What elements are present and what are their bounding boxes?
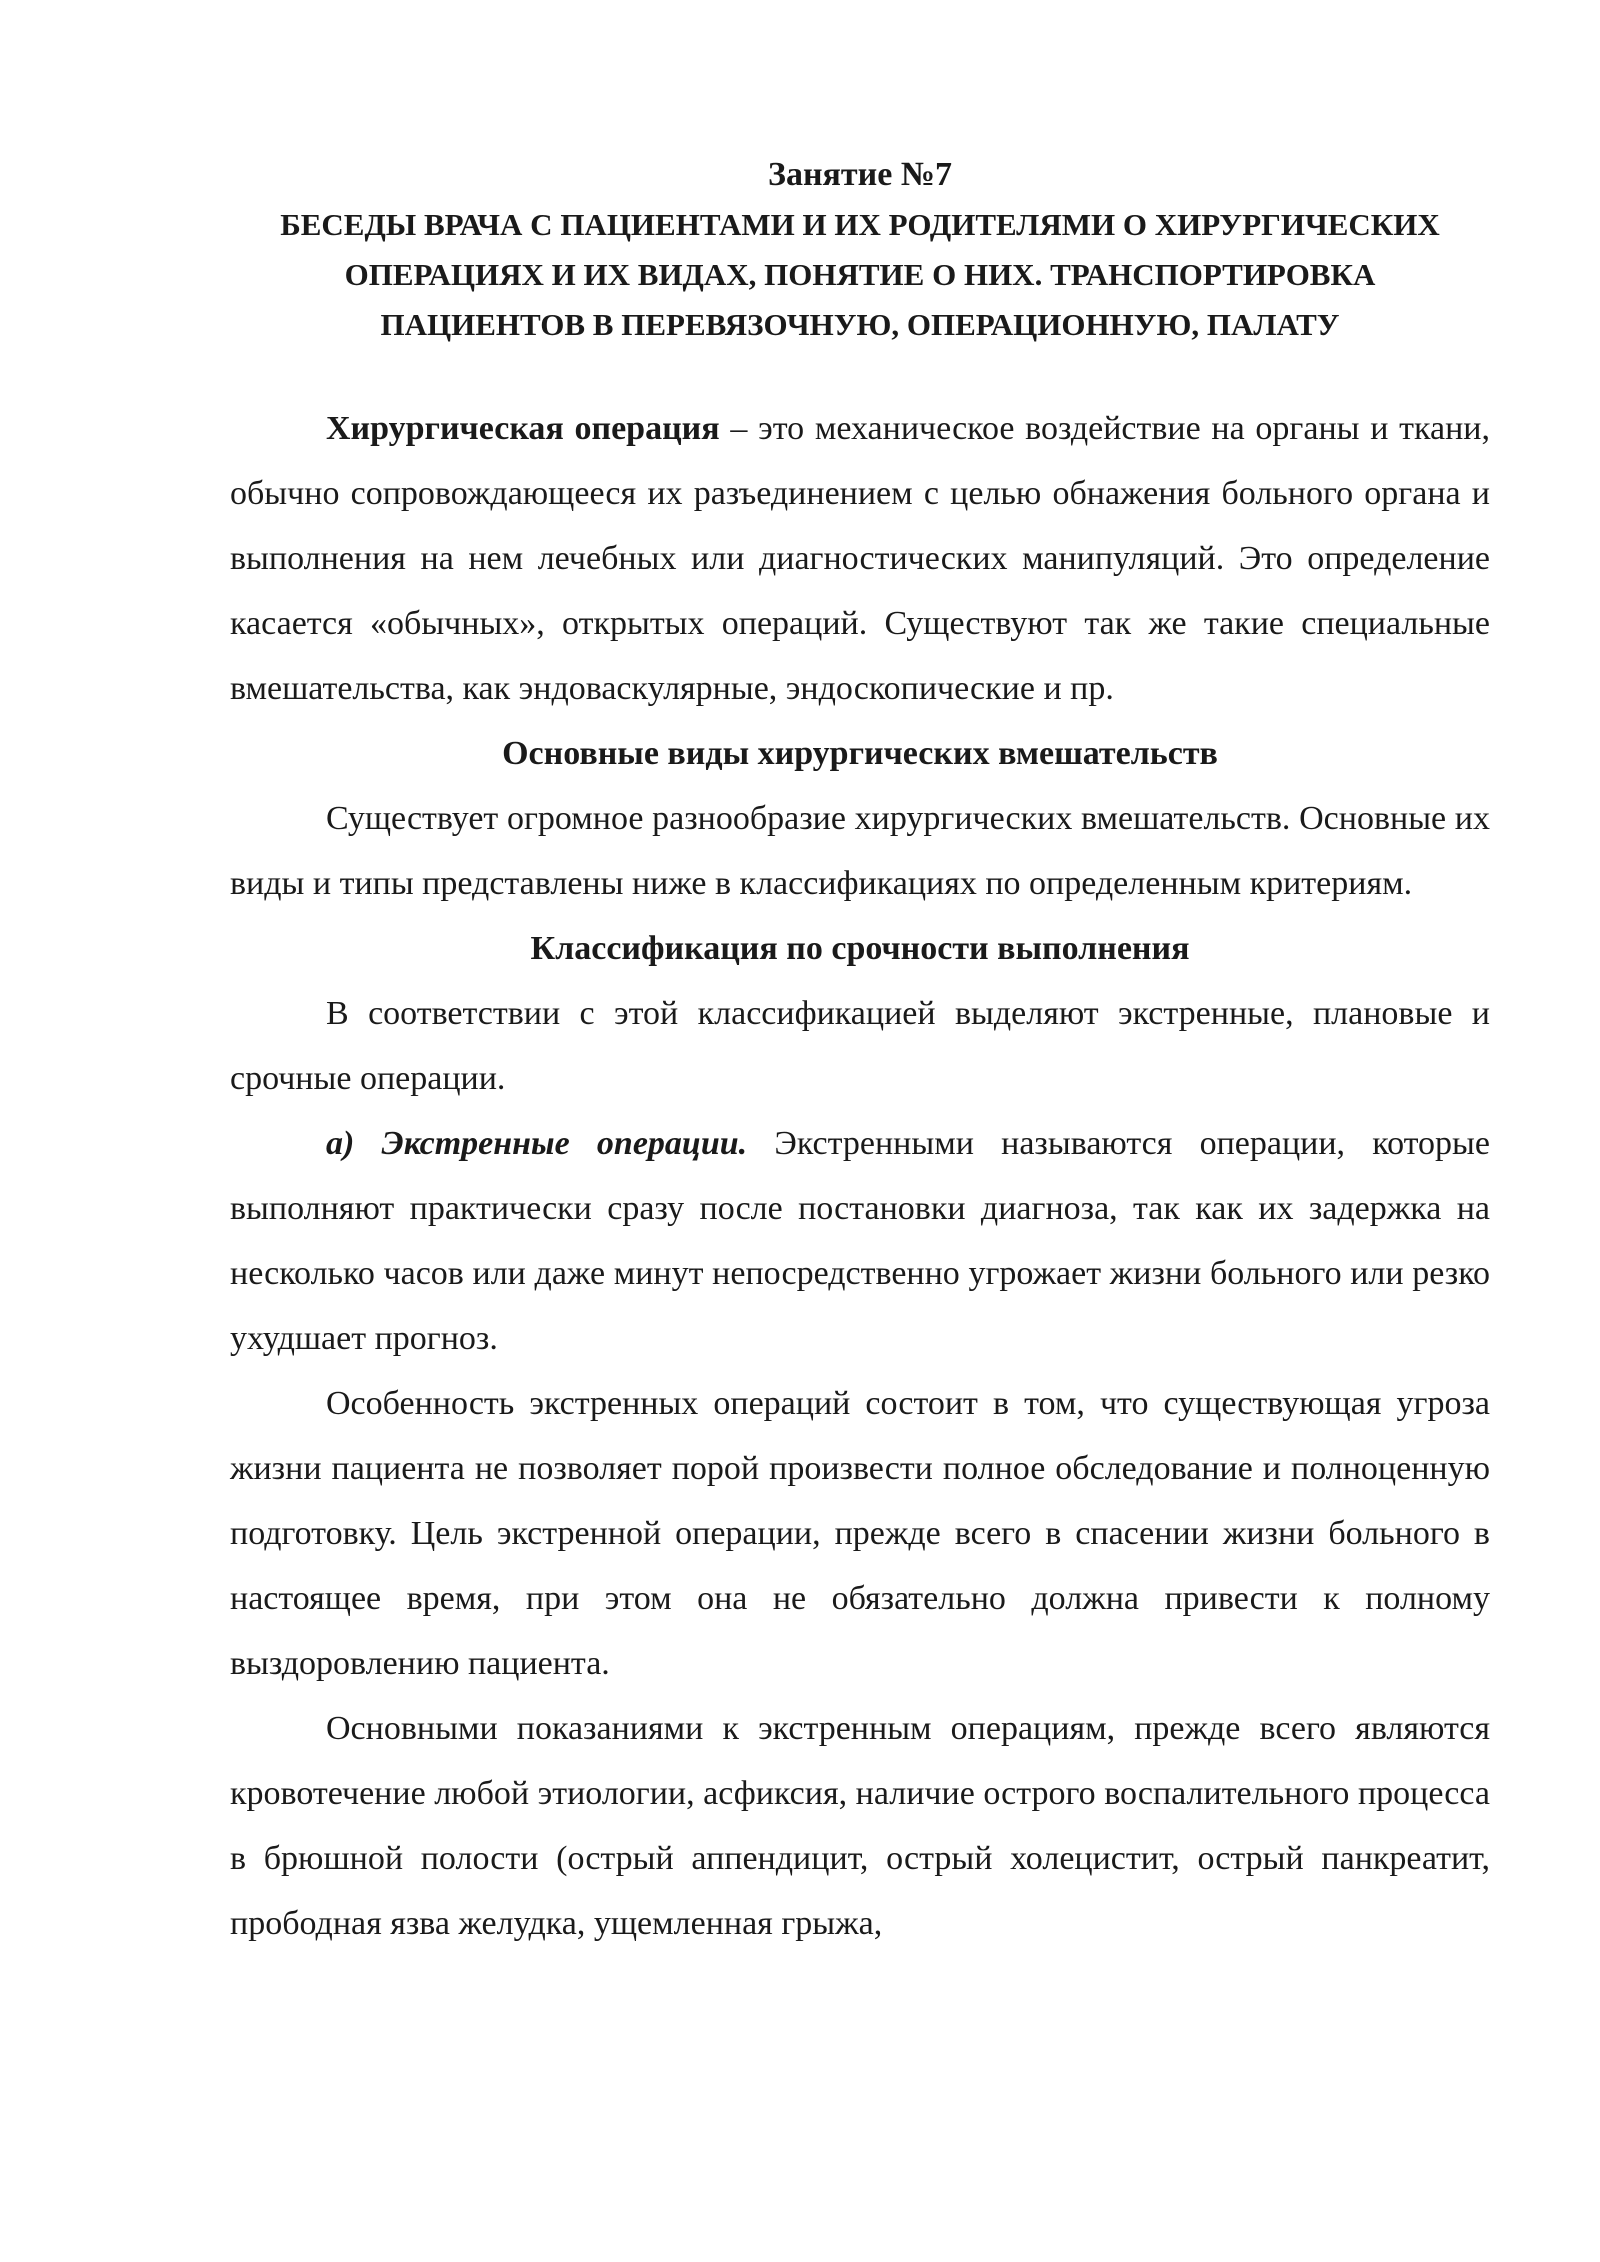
intro-paragraph <box>230 396 1490 721</box>
lesson-title: Занятие №7 <box>768 156 952 193</box>
document-page <box>230 150 1490 1956</box>
types-paragraph: Существует огромное разнообразие хирургических вмешательств. Основные их виды и типы представлены ниже в классификациях по определенным критериям. <box>230 800 1490 902</box>
section-heading-urgency: Классификация по срочности выполнения <box>530 930 1190 967</box>
feature-paragraph: Особенность экстренных операций состоит в том, что существующая угроза жизни пациента не позволяет порой произвести полное обследование и полноценную подготовку. Цель экстренной операции, прежде всего в спасении жизни больного в настоящее время, при этом она не обязательно должна привести к полному выздоровлению пациента. <box>230 1385 1490 1682</box>
urgency-paragraph: В соответствии с этой классификацией выделяют экстренные, плановые и срочные операции. <box>230 995 1490 1097</box>
intro-term: Хирургическая операция <box>326 410 720 447</box>
emergency-text: Экстренными называются операции, которые выполняют практически сразу после постановки диагноза, так как их задержка на несколько часов или даже минут непосредственно угрожает жизни больного или резко ухудшает прогноз. <box>230 1125 1490 1357</box>
indications-paragraph: Основными показаниями к экстренным операциям, прежде всего являются кровотечение любой этиологии, асфиксия, наличие острого воспалительного процесса в брюшной полости (острый аппендицит, острый холецистит, острый панкреатит, прободная язва желудка, ущемленная грыжа, <box>230 1710 1490 1942</box>
emergency-term: а) Экстренные операции. <box>326 1125 748 1162</box>
emergency-paragraph <box>230 1111 1490 1371</box>
section-heading-types: Основные виды хирургических вмешательств <box>502 735 1218 772</box>
intro-text: – это механическое воздействие на органы и ткани, обычно сопровождающееся их разъединением с целью обнажения больного органа и выполнения на нем лечебных или диагностических манипуляций. Это определение касается «обычных», открытых операций. Существуют так же такие специальные вмешательства, как эндоваскулярные, эндоскопические и пр. <box>230 410 1490 707</box>
lesson-subtitle: БЕСЕДЫ ВРАЧА С ПАЦИЕНТАМИ И ИХ РОДИТЕЛЯМИ О ХИРУРГИЧЕСКИХ ОПЕРАЦИЯХ И ИХ ВИДАХ, ПОНЯТИЕ О НИХ. ТРАНСПОРТИРОВКА ПАЦИЕНТОВ В ПЕРЕВЯЗОЧНУЮ, ОПЕРАЦИОННУЮ, ПАЛАТУ <box>280 207 1440 342</box>
